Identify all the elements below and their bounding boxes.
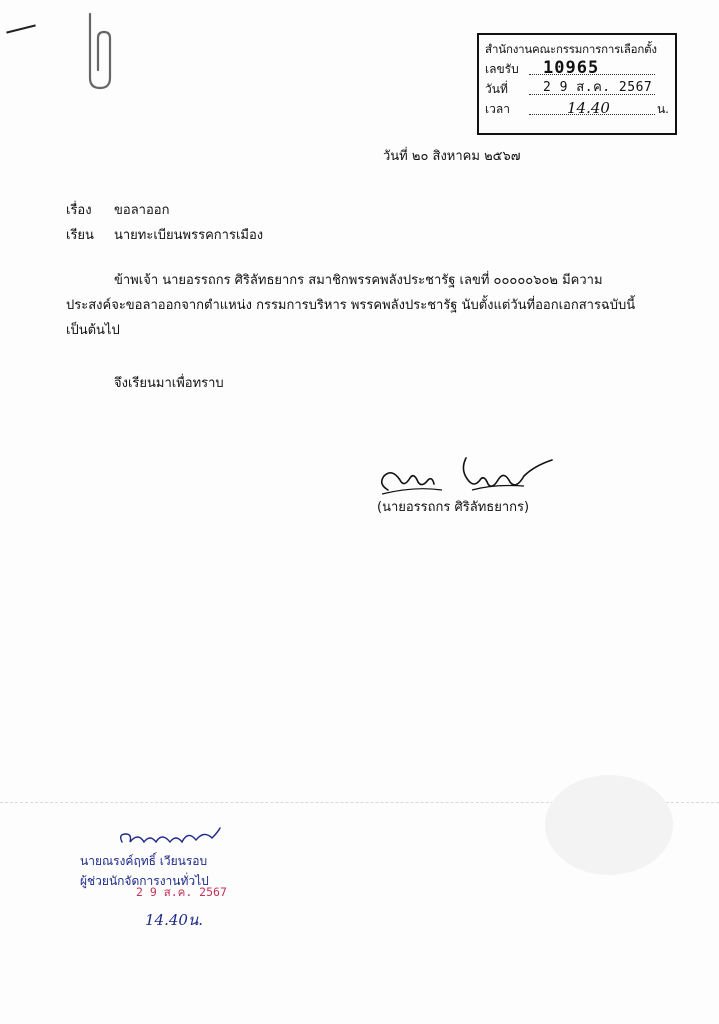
subject-label: เรื่อง	[66, 203, 92, 218]
stamp-time-label: เวลา	[485, 102, 510, 116]
paper-smudge	[545, 775, 673, 875]
body-line: ประสงค์จะขอลาออกจากตำแหน่ง กรรมการบริหาร พรรคพลังประชารัฐ นับตั้งแต่วันที่ออกเอกสารฉบับนี้	[66, 298, 636, 313]
paper-clip-icon	[80, 8, 126, 94]
closing-text: จึงเรียนมาเพื่อทราบ	[114, 376, 224, 391]
acknowledgement-time: 14.40น.	[145, 911, 203, 929]
body-line: เป็นต้นไป	[66, 323, 120, 338]
recipient-value: นายทะเบียนพรรคการเมือง	[114, 228, 264, 243]
stamp-date-value: 2 9 ส.ค. 2567	[543, 80, 653, 95]
stamp-number-row	[485, 59, 669, 79]
signer-name: (นายอรรถกร ศิริลัทธยากร)	[377, 500, 530, 515]
stamp-time-value: 14.40	[567, 99, 610, 117]
body-line: ข้าพเจ้า นายอรรถกร ศิริลัทธยากร สมาชิกพรรคพลังประชารัฐ เลขที่ ๐๐๐๐๐๖๐๒ มีความ	[114, 273, 603, 288]
stamp-date-label: วันที่	[485, 82, 508, 96]
acknowledger-title: ผู้ช่วยนักจัดการงานทั่วไป	[80, 874, 209, 888]
pen-mark	[6, 24, 36, 33]
recipient-label: เรียน	[66, 228, 94, 243]
stamp-number-value: 10965	[543, 58, 600, 78]
stamp-time-row	[485, 99, 669, 119]
stamp-number-label: เลขรับ	[485, 62, 519, 76]
stamp-office: สำนักงานคณะกรรมการการเลือกตั้ง	[485, 42, 657, 56]
acknowledgement-signature	[116, 824, 226, 854]
acknowledger-name: นายณรงค์ฤทธิ์ เวียนรอบ	[80, 854, 208, 868]
signature-image	[374, 450, 564, 502]
acknowledgement-date: 2 9 ส.ค. 2567	[136, 885, 227, 899]
stamp-date-row	[485, 79, 669, 99]
subject-value: ขอลาออก	[114, 203, 170, 218]
stamp-time-unit: น.	[656, 102, 669, 116]
letter-date: วันที่ ๒๐ สิงหาคม ๒๕๖๗	[383, 149, 521, 164]
letter-body	[66, 268, 650, 343]
receipt-stamp	[477, 33, 677, 135]
